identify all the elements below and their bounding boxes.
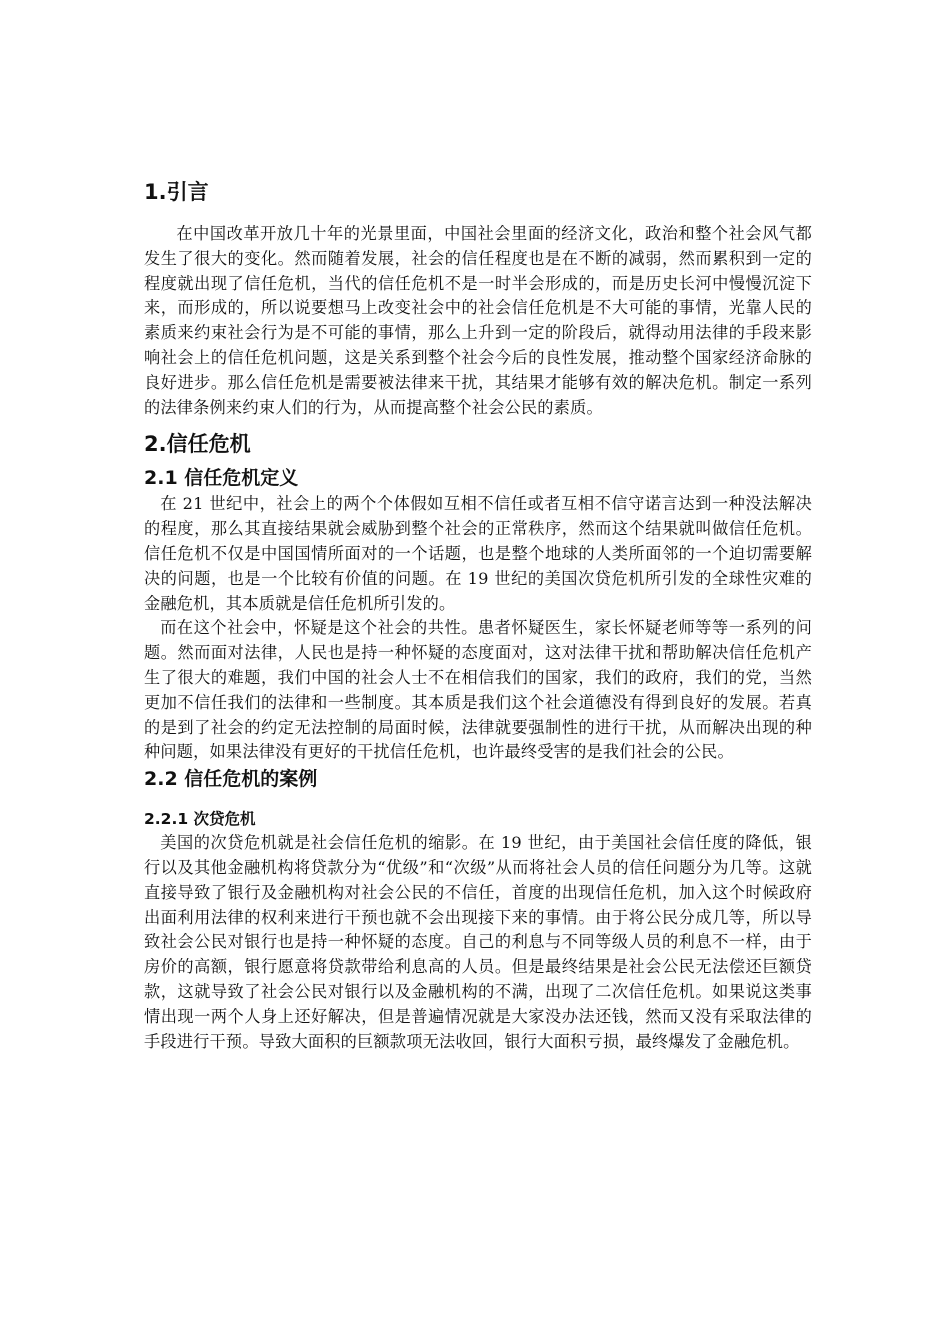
definition-paragraph-2: 而在这个社会中，怀疑是这个社会的共性。患者怀疑医生，家长怀疑老师等等一系列的问题。然而面对法律，人民也是持一种怀疑的态度面对，这对法律干扰和帮助解决信任危机产生了很大的难题，我们中国的社会人士不在相信我们的国家，我们的政府，我们的党，当然更加不信任我们的法律和一些制度。其本质是我们这个社会道德没有得到良好的发展。若真的是到了社会的约定无法控制的局面时候，法律就要强制性的进行干扰，从而解决出现的种种问题，如果法律没有更好的干扰信任危机，也许最终受害的是我们社会的公民。 [144, 618, 812, 762]
intro-paragraph: 在中国改革开放几十年的光景里面，中国社会里面的经济文化，政治和整个社会风气都发生了很大的变化。然而随着发展，社会的信任程度也是在不断的减弱，然而累积到一定的程度就出现了信任危机，当代的信任危机不是一时半会形成的，而是历史长河中慢慢沉淀下来，而形成的，所以说要想马上改变社会中的社会信任危机是不大可能的事情，光靠人民的素质来约束社会行为是不可能的事情，那么上升到一定的阶段后，就得动用法律的手段来影响社会上的信任危机问题，这是关系到整个社会今后的良性发展，推动整个国家经济命脉的良好进步。那么信任危机是需要被法律来干扰，其结果才能够有效的解决危机。制定一系列的法律条例来约束人们的行为，从而提高整个社会公民的素质。 [144, 224, 812, 417]
subsection-heading-definition: 2.1 信任危机定义 [144, 467, 299, 490]
subsection-heading-cases: 2.2 信任危机的案例 [144, 768, 318, 791]
subsubsection-heading-subprime: 2.2.1 次贷危机 [144, 810, 256, 829]
document-body [144, 176, 812, 1054]
section-heading-intro: 1.引言 [144, 180, 209, 204]
definition-paragraph-1: 在 21 世纪中，社会上的两个个体假如互相不信任或者互相不信守诺言达到一种没法解决的程度，那么其直接结果就会威胁到整个社会的正常秩序，然而这个结果就叫做信任危机。信任危机不仅是中国国情所面对的一个话题，也是整个地球的人类所面邻的一个迫切需要解决的问题，也是一个比较有价值的问题。在 19 世纪的美国次贷危机所引发的全球性灾难的金融危机，其本质就是信任危机所引发的。 [144, 494, 812, 613]
section-heading-trust-crisis: 2.信任危机 [144, 432, 251, 457]
subprime-paragraph: 美国的次贷危机就是社会信任危机的缩影。在 19 世纪，由于美国社会信任度的降低，银行以及其他金融机构将贷款分为“优级”和“次级”从而将社会人员的信任问题分为几等。这就直接导致了银行及金融机构对社会公民的不信任，首度的出现信任危机，加入这个时候政府出面利用法律的权利来进行干预也就不会出现接下来的事情。由于将公民分成几等，所以导致社会公民对银行也是持一种怀疑的态度。自己的利息与不同等级人员的利息不一样，由于房价的高额，银行愿意将贷款带给利息高的人员。但是最终结果是社会公民无法偿还巨额贷款，这就导致了社会公民对银行以及金融机构的不满，出现了二次信任危机。如果说这类事情出现一两个人身上还好解决，但是普遍情况就是大家没办法还钱，然而又没有采取法律的手段进行干预。导致大面积的巨额款项无法收回，银行大面积亏损，最终爆发了金融危机。 [144, 833, 812, 1051]
